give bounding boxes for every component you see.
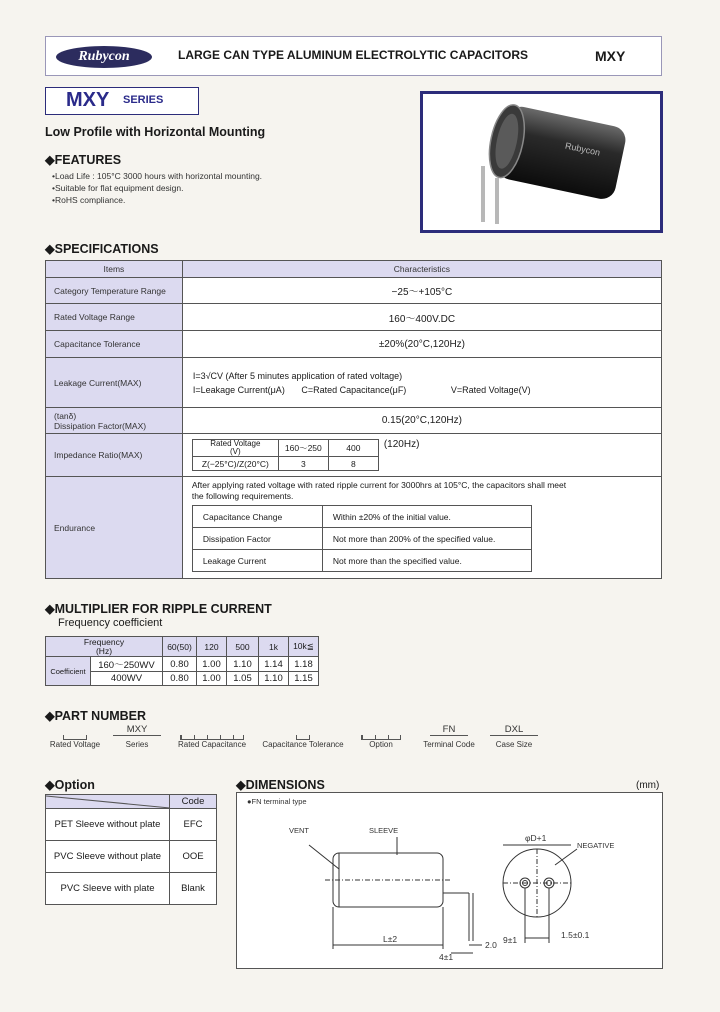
endurance-cell bbox=[182, 477, 661, 579]
impedance-cell bbox=[182, 434, 661, 477]
coefficient-value: 1.05 bbox=[227, 672, 259, 686]
pn-code: MXY bbox=[126, 724, 148, 735]
frequency-col: 500 bbox=[227, 637, 259, 657]
lead-label: 4±1 bbox=[439, 952, 454, 962]
col-header-characteristics: Characteristics bbox=[182, 261, 661, 278]
coefficient-value: 0.80 bbox=[163, 672, 197, 686]
spec-label: Endurance bbox=[46, 477, 183, 579]
option-header-blank bbox=[46, 795, 170, 809]
option-code: OOE bbox=[170, 841, 217, 873]
spec-label: Impedance Ratio(MAX) bbox=[46, 434, 183, 477]
terminal-type-label: ●FN terminal type bbox=[247, 797, 307, 806]
page-title: LARGE CAN TYPE ALUMINUM ELECTROLYTIC CAPACITORS bbox=[178, 48, 529, 62]
impedance-value: Z(−25°C)/Z(20°C) bbox=[192, 457, 278, 471]
frequency-header-line: (Hz) bbox=[95, 645, 113, 656]
capacitor-illustration bbox=[423, 94, 660, 230]
pn-label: Capacitance Tolerance bbox=[262, 740, 344, 749]
coefficient-value: 1.00 bbox=[197, 672, 227, 686]
option-table bbox=[45, 794, 217, 905]
endurance-table bbox=[192, 505, 532, 572]
leakage-line: I=3√CV (After 5 minutes application of rated voltage) bbox=[192, 370, 403, 381]
pn-label: Rated Capacitance bbox=[177, 740, 247, 749]
option-code: EFC bbox=[170, 809, 217, 841]
voltage-row-label: 160〜250WV bbox=[91, 657, 163, 672]
option-name: PVC Sleeve with plate bbox=[46, 873, 170, 905]
pitch-label: 9±1 bbox=[503, 935, 518, 945]
spec-label-line: (tanδ) bbox=[54, 410, 77, 421]
option-header-code: Code bbox=[170, 795, 217, 809]
endurance-value: Not more than 200% of the specified value. bbox=[322, 528, 531, 550]
coefficient-value: 1.10 bbox=[227, 657, 259, 672]
impedance-header-line: Rated Voltage bbox=[210, 439, 261, 448]
pn-label: Option bbox=[369, 740, 393, 749]
sleeve-label: SLEEVE bbox=[369, 826, 399, 835]
pn-case-size bbox=[490, 724, 538, 749]
coefficient-value: 1.10 bbox=[259, 672, 289, 686]
pn-series bbox=[113, 724, 161, 749]
impedance-value: 8 bbox=[328, 457, 378, 471]
leakage-term: V=Rated Voltage(V) bbox=[450, 384, 531, 395]
option-name: PVC Sleeve without plate bbox=[46, 841, 170, 873]
pn-capacitance bbox=[173, 724, 251, 749]
pn-code bbox=[258, 724, 348, 735]
pn-code: DXL bbox=[504, 724, 524, 735]
dimensions-drawing bbox=[236, 792, 663, 969]
coefficient-value: 0.80 bbox=[163, 657, 197, 672]
spec-label-line: Dissipation Factor(MAX) bbox=[54, 420, 147, 431]
pn-label: Terminal Code bbox=[423, 740, 475, 749]
length-label: L±2 bbox=[383, 934, 398, 944]
series-code: MXY bbox=[595, 48, 626, 64]
product-photo bbox=[420, 91, 663, 233]
voltage-row-label: 400WV bbox=[91, 672, 163, 686]
coefficient-value: 1.00 bbox=[197, 657, 227, 672]
series-word: SERIES bbox=[123, 94, 164, 106]
part-number-heading: ◆PART NUMBER bbox=[45, 709, 147, 723]
coefficient-value: 1.18 bbox=[289, 657, 319, 672]
option-code: Blank bbox=[170, 873, 217, 905]
pn-terminal bbox=[416, 724, 482, 749]
coefficient-label: Coefficient bbox=[46, 657, 91, 686]
leakage-formula bbox=[182, 358, 661, 408]
pn-tolerance bbox=[258, 724, 348, 749]
pn-label: Rated Voltage bbox=[49, 740, 101, 749]
impedance-value: 3 bbox=[278, 457, 328, 471]
spec-label: Rated Voltage Range bbox=[46, 304, 183, 331]
spec-label: Capacitance Tolerance bbox=[46, 331, 183, 358]
features-heading: ◆FEATURES bbox=[45, 153, 122, 167]
pn-label: Series bbox=[125, 740, 149, 749]
pn-label: Case Size bbox=[495, 740, 533, 749]
frequency-header-line: Frequency bbox=[83, 636, 125, 647]
specifications-table bbox=[45, 260, 662, 579]
dimensions-heading: ◆DIMENSIONS bbox=[236, 778, 325, 792]
leakage-term: C=Rated Capacitance(μF) bbox=[301, 384, 407, 395]
dimensions-unit: (mm) bbox=[636, 780, 660, 791]
spec-label bbox=[46, 408, 183, 434]
diameter-label: φD+1 bbox=[525, 833, 547, 843]
svg-text:Rubycon: Rubycon bbox=[564, 140, 602, 158]
ripple-table bbox=[45, 636, 319, 686]
frequency-col: 120 bbox=[197, 637, 227, 657]
spec-label: Leakage Current(MAX) bbox=[46, 358, 183, 408]
pn-code: FN bbox=[442, 724, 456, 735]
pn-code bbox=[173, 724, 251, 735]
spec-value: 160〜400V.DC bbox=[182, 304, 661, 331]
frequency-col: 60(50) bbox=[163, 637, 197, 657]
brand-logo: Rubycon bbox=[56, 46, 152, 68]
endurance-key: Capacitance Change bbox=[192, 506, 322, 528]
feature-item: •Load Life : 105°C 3000 hours with horizontal mounting. bbox=[52, 171, 263, 181]
impedance-frequency: (120Hz) bbox=[383, 439, 420, 450]
endurance-key: Leakage Current bbox=[192, 550, 322, 572]
coefficient-value: 1.15 bbox=[289, 672, 319, 686]
pn-option bbox=[358, 724, 404, 749]
feature-item: •RoHS compliance. bbox=[52, 195, 126, 205]
impedance-header: 400 bbox=[328, 440, 378, 457]
pin-label: 1.5±0.1 bbox=[561, 930, 590, 940]
subtitle: Low Profile with Horizontal Mounting bbox=[45, 125, 266, 139]
endurance-value: Within ±20% of the initial value. bbox=[322, 506, 531, 528]
impedance-header bbox=[192, 440, 278, 457]
pn-rated-voltage bbox=[45, 724, 105, 749]
frequency-col: 10k≦ bbox=[289, 637, 319, 657]
impedance-header: 160〜250 bbox=[278, 440, 328, 457]
vent-label: VENT bbox=[289, 826, 310, 835]
option-heading: ◆Option bbox=[45, 778, 95, 792]
impedance-header-line: (V) bbox=[229, 447, 241, 456]
negative-label: NEGATIVE bbox=[577, 841, 615, 850]
frequency-header bbox=[46, 637, 163, 657]
diagonal-line bbox=[46, 795, 170, 809]
endurance-text: After applying rated voltage with rated ripple current for 3000hrs at 105°C, the capacitors shall meet bbox=[191, 480, 567, 490]
spec-value: 0.15(20°C,120Hz) bbox=[182, 408, 661, 434]
pn-code bbox=[45, 724, 105, 735]
ripple-subheading: Frequency coefficient bbox=[58, 617, 163, 629]
frequency-col: 1k bbox=[259, 637, 289, 657]
spec-label: Category Temperature Range bbox=[46, 278, 183, 304]
endurance-text: the following requirements. bbox=[191, 491, 294, 501]
spec-value: −25〜+105°C bbox=[182, 278, 661, 304]
feature-item: •Suitable for flat equipment design. bbox=[52, 183, 184, 193]
specifications-heading: ◆SPECIFICATIONS bbox=[45, 242, 159, 256]
impedance-table bbox=[192, 439, 379, 471]
ripple-heading: ◆MULTIPLIER FOR RIPPLE CURRENT bbox=[45, 602, 272, 616]
spec-value: ±20%(20°C,120Hz) bbox=[182, 331, 661, 358]
coefficient-value: 1.14 bbox=[259, 657, 289, 672]
endurance-value: Not more than the specified value. bbox=[322, 550, 531, 572]
leakage-term: I=Leakage Current(μA) bbox=[192, 384, 285, 395]
option-name: PET Sleeve without plate bbox=[46, 809, 170, 841]
series-name: MXY bbox=[66, 89, 110, 111]
col-header-items: Items bbox=[46, 261, 183, 278]
dimension-drawing-svg bbox=[237, 793, 662, 968]
offset-label: 2.0 bbox=[485, 940, 497, 950]
pn-code bbox=[358, 724, 404, 735]
endurance-key: Dissipation Factor bbox=[192, 528, 322, 550]
